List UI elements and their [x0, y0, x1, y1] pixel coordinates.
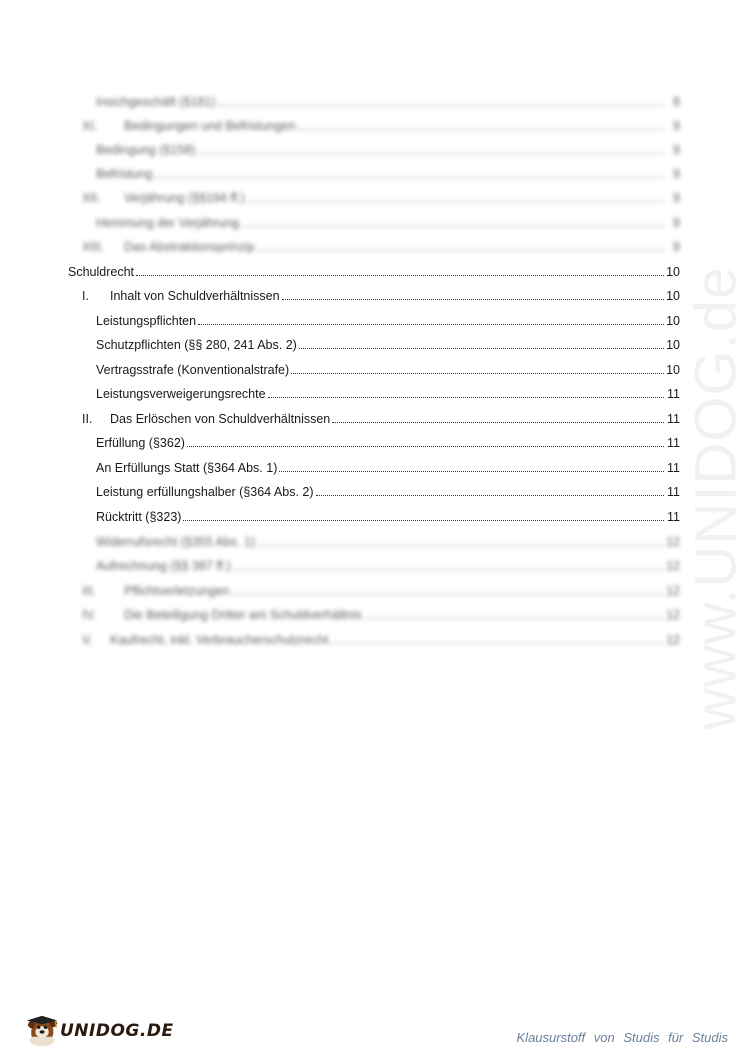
toc-entry-title: An Erfüllungs Statt (§364 Abs. 1): [96, 461, 278, 475]
toc-entry-page: 8: [673, 95, 680, 109]
toc-entry[interactable]: [96, 552, 680, 574]
toc-entry-page: 10: [666, 363, 680, 377]
toc-entry-page: 9: [673, 167, 680, 181]
toc-entry[interactable]: [96, 478, 680, 500]
toc-entry-section[interactable]: [82, 282, 680, 304]
toc-entry-section[interactable]: [82, 405, 680, 427]
toc-entry-page: 12: [666, 584, 680, 598]
toc-entry[interactable]: [96, 209, 680, 231]
watermark-text: www.UNIDOG.de: [683, 265, 749, 731]
dot-leader: [279, 471, 664, 472]
dot-leader: [197, 153, 664, 154]
dot-leader: [316, 495, 664, 496]
toc-entry-title: Hemmung der Verjährung: [96, 216, 240, 230]
toc-entry-title: Schuldrecht: [68, 265, 135, 279]
toc-entry-title: Rücktritt (§323): [96, 510, 182, 524]
toc-entry[interactable]: [96, 356, 680, 378]
dot-leader: [154, 177, 664, 178]
toc-entry[interactable]: [82, 184, 680, 206]
toc-entry-title: Schutzpflichten (§§ 280, 241 Abs. 2): [96, 338, 297, 352]
dot-leader: [232, 594, 664, 595]
toc-entry-title: Erfüllung (§362): [96, 436, 185, 450]
dot-leader: [198, 324, 664, 325]
toc-entry-page: 12: [666, 559, 680, 573]
toc-entry-page: 9: [673, 119, 680, 133]
toc-entry-page: 10: [666, 314, 680, 328]
toc-entry-number: IV.: [82, 608, 97, 622]
toc-entry-chapter[interactable]: [68, 258, 680, 280]
dot-leader: [332, 422, 664, 423]
dog-mascot-icon: [24, 1012, 62, 1050]
dot-leader: [268, 397, 664, 398]
toc-entry-title: Pflichtverletzungen: [124, 584, 230, 598]
dot-leader: [233, 569, 664, 570]
logo-text: UNIDOG.DE: [60, 1021, 174, 1041]
toc-entry-page: 11: [667, 485, 680, 499]
toc-entry-page: 10: [666, 289, 680, 303]
toc-entry-section[interactable]: [82, 626, 680, 648]
toc-entry[interactable]: [96, 307, 680, 329]
dot-leader: [241, 226, 664, 227]
toc-entry-title: Leistungspflichten: [96, 314, 197, 328]
toc-entry-page: 12: [666, 608, 680, 622]
dot-leader: [247, 201, 664, 202]
toc-entry-page: 12: [666, 633, 680, 647]
toc-entry[interactable]: [82, 233, 680, 255]
dot-leader: [282, 299, 664, 300]
toc-entry[interactable]: [96, 454, 680, 476]
toc-entry-title: Inhalt von Schuldverhältnissen: [110, 289, 280, 303]
toc-entry-page: 11: [667, 387, 680, 401]
toc-entry-title: Vertragsstrafe (Konventionalstrafe): [96, 363, 290, 377]
toc-entry-number: I.: [82, 289, 89, 303]
dot-leader: [364, 618, 664, 619]
toc-entry-number: XIII.: [82, 240, 105, 254]
dot-leader: [136, 275, 664, 276]
toc-entry-number: V.: [82, 633, 93, 647]
toc-entry-title: Aufrechnung (§§ 387 ff.): [96, 559, 231, 573]
dot-leader: [291, 373, 664, 374]
toc-entry-number: XI.: [82, 119, 98, 133]
toc-entry[interactable]: [82, 112, 680, 134]
toc-entry-page: 9: [673, 143, 680, 157]
dot-leader: [187, 446, 664, 447]
toc-entry-page: 11: [667, 436, 680, 450]
toc-entry[interactable]: [96, 136, 680, 158]
toc-entry[interactable]: [96, 528, 680, 550]
toc-entry-title: Befristung: [96, 167, 153, 181]
toc-entry-title: Das Erlöschen von Schuldverhältnissen: [110, 412, 331, 426]
toc-entry-title: Widerrufsrecht (§355 Abs. 1): [96, 535, 256, 549]
toc-entry[interactable]: [96, 88, 680, 110]
toc-entry-number: III.: [82, 584, 96, 598]
toc-entry-section[interactable]: [82, 601, 680, 623]
toc-entry[interactable]: [96, 331, 680, 353]
toc-entry-title: Insichgeschäft (§181): [96, 95, 216, 109]
toc-entry-title: Verjährung (§§194 ff.): [124, 191, 245, 205]
toc-entry-page: 10: [666, 338, 680, 352]
toc-entry-title: Leistungsverweigerungsrechte: [96, 387, 266, 401]
footer-tagline: Klausurstoff von Studis für Studis: [516, 1030, 728, 1045]
toc-entry-page: 10: [666, 265, 680, 279]
toc-entry-page: 9: [673, 191, 680, 205]
dot-leader: [257, 250, 664, 251]
toc-entry[interactable]: [96, 160, 680, 182]
toc-entry-number: II.: [82, 412, 93, 426]
toc-entry-title: Kaufrecht, inkl. Verbraucherschutzrecht: [110, 633, 329, 647]
toc-entry[interactable]: [96, 380, 680, 402]
toc-entry-title: Leistung erfüllungshalber (§364 Abs. 2): [96, 485, 314, 499]
toc-entry-page: 12: [666, 535, 680, 549]
toc-entry-title: Die Beteiligung Dritter am Schuldverhältnis: [124, 608, 362, 622]
dot-leader: [299, 348, 664, 349]
toc-entry-page: 11: [667, 461, 680, 475]
toc-entry-title: Das Abstraktionsprinzip: [124, 240, 255, 254]
toc-entry-number: XII.: [82, 191, 101, 205]
toc-entry-section[interactable]: [82, 577, 680, 599]
toc-entry-page: 9: [673, 240, 680, 254]
toc-entry-title: Bedingungen und Befristungen: [124, 119, 296, 133]
unidog-logo[interactable]: [24, 1011, 174, 1051]
toc-entry[interactable]: [96, 429, 680, 451]
dot-leader: [218, 105, 664, 106]
toc-entry-page: 11: [667, 510, 680, 524]
toc-entry-page: 11: [667, 412, 680, 426]
dot-leader: [257, 545, 664, 546]
dot-leader: [330, 643, 664, 644]
toc-entry-title: Bedingung (§158): [96, 143, 196, 157]
toc-entry[interactable]: [96, 503, 680, 525]
dot-leader: [183, 520, 664, 521]
toc-entry-page: 9: [673, 216, 680, 230]
dot-leader: [298, 129, 664, 130]
